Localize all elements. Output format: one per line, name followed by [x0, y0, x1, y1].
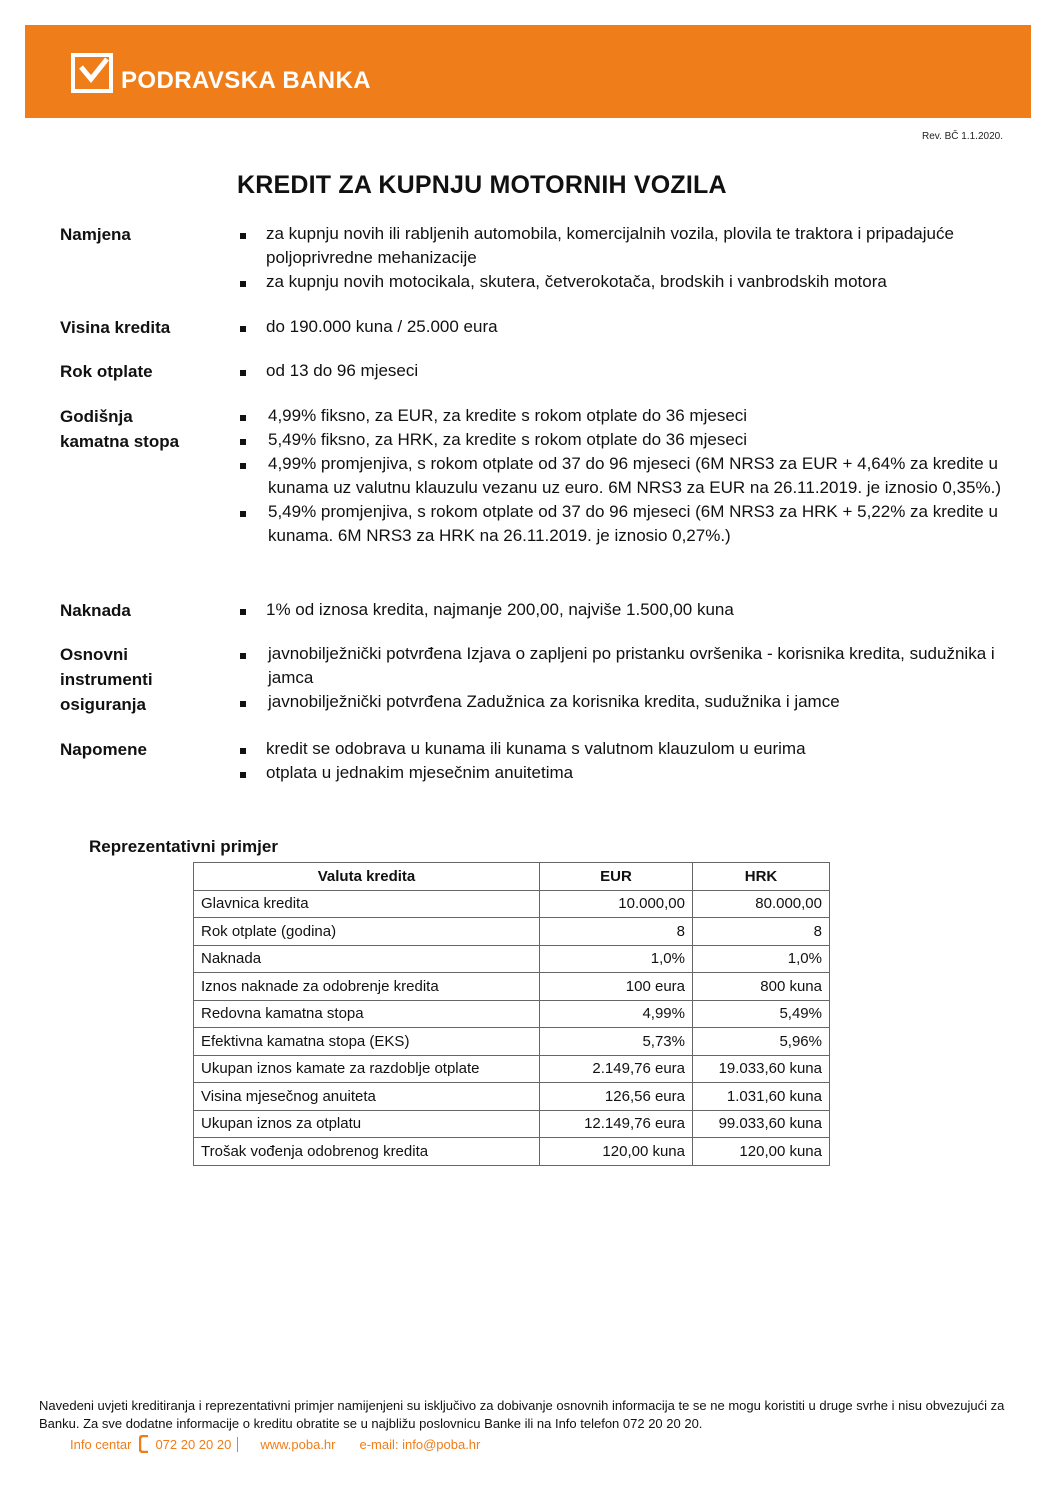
row-label: Ukupan iznos kamate za razdoblje otplate — [194, 1055, 540, 1083]
table-row — [194, 918, 830, 946]
podravska-banka-logo-icon — [71, 53, 113, 93]
table-row — [194, 1000, 830, 1028]
list-item: kredit se odobrava u kunama ili kunama s valutnom klauzulom u eurima — [238, 737, 1018, 761]
eur-value: 10.000,00 — [540, 890, 693, 918]
row-label: Visina mjesečnog anuiteta — [194, 1083, 540, 1111]
eur-value: 120,00 kuna — [540, 1138, 693, 1166]
revision-note: Rev. BČ 1.1.2020. — [922, 131, 1003, 142]
section-label — [60, 404, 230, 454]
phone-icon — [139, 1435, 151, 1453]
label-line: kamatna stopa — [60, 432, 180, 451]
hrk-value: 19.033,60 kuna — [693, 1055, 830, 1083]
eur-value: 100 eura — [540, 973, 693, 1001]
table-row — [194, 1028, 830, 1056]
example-title: Reprezentativni primjer — [89, 837, 278, 856]
label-line: instrumenti — [60, 670, 153, 689]
list-item: 4,99% fiksno, za EUR, za kredite s rokom otplate do 36 mjeseci — [238, 404, 1018, 428]
table-row — [194, 973, 830, 1001]
hrk-value: 1,0% — [693, 945, 830, 973]
list-item: za kupnju novih motocikala, skutera, četverokotača, brodskih i vanbrodskih motora — [238, 270, 1018, 294]
label-line: Godišnja — [60, 407, 133, 426]
table-row — [194, 1083, 830, 1111]
eur-value: 5,73% — [540, 1028, 693, 1056]
column-header: EUR — [540, 863, 693, 891]
phone-number[interactable]: 072 20 20 20 — [155, 1437, 238, 1452]
list-item: za kupnju novih ili rabljenih automobila, komercijalnih vozila, plovila te traktora i pripadajuće poljoprivredne mehanizacije — [238, 222, 1018, 270]
list-item: 5,49% fiksno, za HRK, za kredite s rokom otplate do 36 mjeseci — [238, 428, 1018, 452]
email-link[interactable]: e-mail: info@poba.hr — [359, 1436, 481, 1452]
label-line: Osnovni — [60, 645, 129, 664]
section-label: Visina kredita — [60, 318, 171, 337]
row-label: Ukupan iznos za otplatu — [194, 1110, 540, 1138]
eur-value: 4,99% — [540, 1000, 693, 1028]
list-item: 4,99% promjenjiva, s rokom otplate od 37 do 96 mjeseci (6M NRS3 za EUR + 4,64% za kredite u kunama uz valutnu klauzulu vezanu uz euro. 6M NRS3 za EUR na 26.11.2019. je iznosio 0,35%.) — [238, 452, 1018, 500]
section-label — [60, 642, 230, 717]
hrk-value: 80.000,00 — [693, 890, 830, 918]
section-label: Naknada — [60, 601, 131, 620]
list-item: javnobilježnički potvrđena Izjava o zapljeni po pristanku ovršenika - korisnika kredita, sudužnika i jamca — [238, 642, 1018, 690]
list-item: 5,49% promjenjiva, s rokom otplate od 37 do 96 mjeseci (6M NRS3 za HRK + 5,22% za kredite u kunama. 6M NRS3 za HRK na 26.11.2019. je iznosio 0,27%.) — [238, 500, 1018, 548]
brand-name: PODRAVSKA BANKA — [121, 67, 372, 94]
hrk-value: 5,96% — [693, 1028, 830, 1056]
hrk-value: 8 — [693, 918, 830, 946]
table-row — [194, 945, 830, 973]
row-label: Redovna kamatna stopa — [194, 1000, 540, 1028]
row-label: Iznos naknade za odobrenje kredita — [194, 973, 540, 1001]
table-row — [194, 1138, 830, 1166]
hrk-value: 5,49% — [693, 1000, 830, 1028]
website-link[interactable]: www.poba.hr — [260, 1436, 336, 1452]
column-header: HRK — [693, 863, 830, 891]
eur-value: 126,56 eura — [540, 1083, 693, 1111]
eur-value: 12.149,76 eura — [540, 1110, 693, 1138]
hrk-value: 120,00 kuna — [693, 1138, 830, 1166]
contact-line — [70, 1435, 480, 1453]
hrk-value: 1.031,60 kuna — [693, 1083, 830, 1111]
row-label: Naknada — [194, 945, 540, 973]
row-label: Rok otplate (godina) — [194, 918, 540, 946]
table-row — [194, 890, 830, 918]
list-item: 1% od iznosa kredita, najmanje 200,00, najviše 1.500,00 kuna — [238, 598, 1018, 622]
table-row — [194, 1110, 830, 1138]
row-label: Glavnica kredita — [194, 890, 540, 918]
page-title: KREDIT ZA KUPNJU MOTORNIH VOZILA — [237, 171, 727, 199]
list-item: otplata u jednakim mjesečnim anuitetima — [238, 761, 1018, 785]
hrk-value: 800 kuna — [693, 973, 830, 1001]
header-bar — [25, 25, 1031, 118]
eur-value: 8 — [540, 918, 693, 946]
section-label: Namjena — [60, 225, 131, 244]
table-row — [194, 1055, 830, 1083]
section-label: Rok otplate — [60, 362, 153, 381]
row-label: Efektivna kamatna stopa (EKS) — [194, 1028, 540, 1056]
eur-value: 1,0% — [540, 945, 693, 973]
column-header: Valuta kredita — [194, 863, 540, 891]
list-item: do 190.000 kuna / 25.000 eura — [238, 315, 1018, 339]
hrk-value: 99.033,60 kuna — [693, 1110, 830, 1138]
table-header-row — [194, 863, 830, 891]
eur-value: 2.149,76 eura — [540, 1055, 693, 1083]
label-line: osiguranja — [60, 695, 146, 714]
list-item: od 13 do 96 mjeseci — [238, 359, 1018, 383]
section-label: Napomene — [60, 740, 147, 759]
list-item: javnobilježnički potvrđena Zadužnica za korisnika kredita, sudužnika i jamce — [238, 690, 1018, 714]
footer-disclaimer: Navedeni uvjeti kreditiranja i reprezentativni primjer namijenjeni su isključivo za dobivanje osnovnih informacija te se ne mogu koristiti u druge svrhe i nisu obvezujući za Banku. Za sve dodatne informacije o kreditu obratite se u najbližu poslovnicu Banke ili na Info telefon 072 20 20 20. — [39, 1398, 1005, 1431]
example-table — [193, 862, 830, 1166]
row-label: Trošak vođenja odobrenog kredita — [194, 1138, 540, 1166]
info-centar-label: Info centar — [70, 1436, 132, 1452]
